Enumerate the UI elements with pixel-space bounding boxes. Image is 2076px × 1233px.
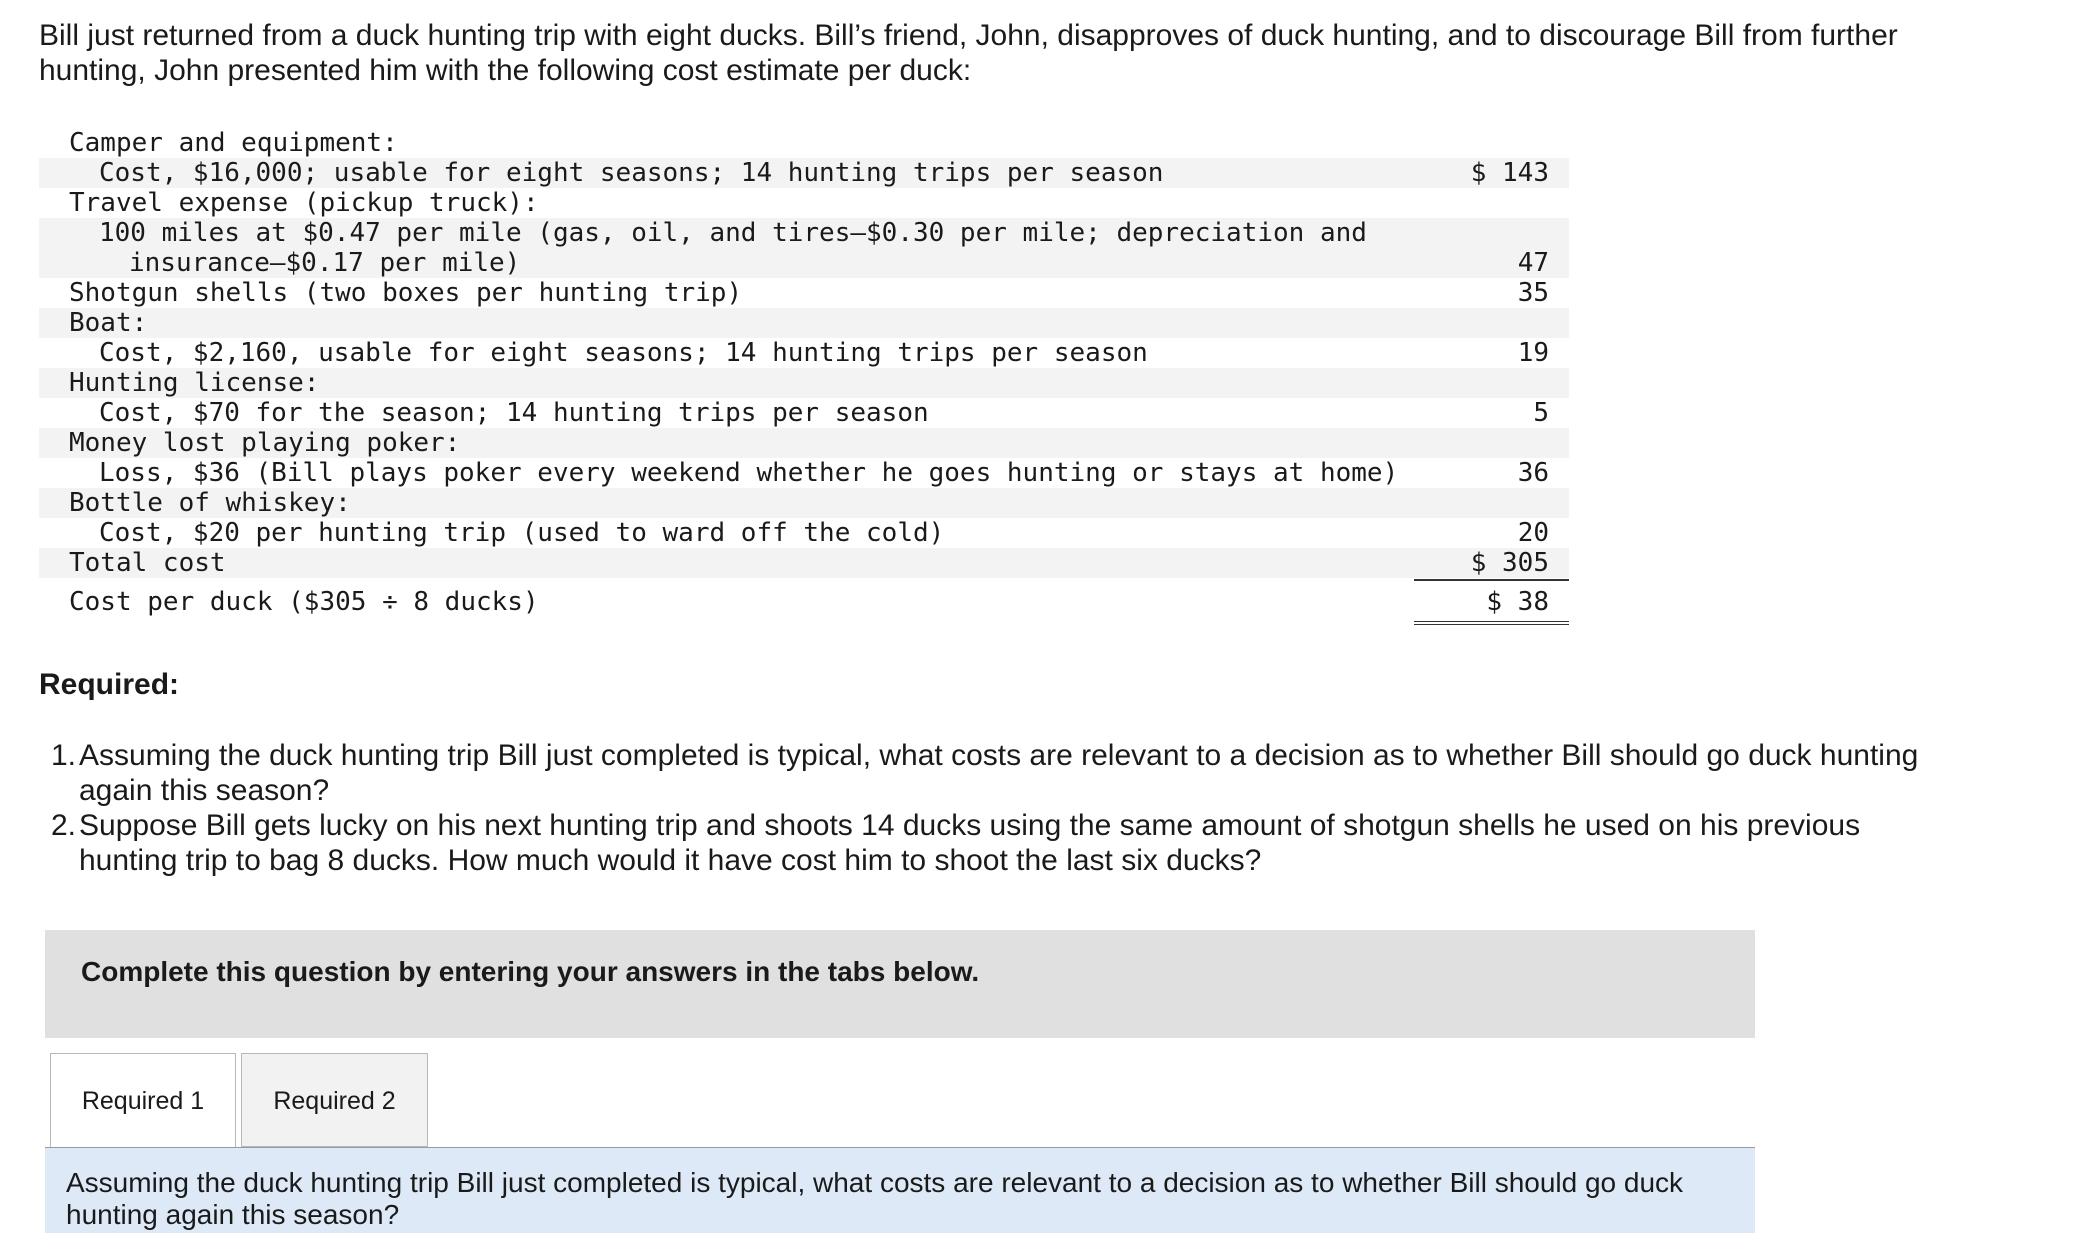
instruction-panel bbox=[45, 930, 1755, 1038]
row-label: Bottle of whiskey: bbox=[69, 488, 351, 518]
total-rule bbox=[1414, 579, 1569, 581]
table-row bbox=[39, 398, 1569, 428]
question-text: Assuming the duck hunting trip Bill just completed is typical, what costs are relevant to a decision as to whether Bill should go duck hunting again this season? bbox=[66, 1167, 1684, 1230]
required-item-number: 1. bbox=[51, 739, 77, 772]
required-heading: Required: bbox=[39, 668, 180, 701]
row-label: Hunting license: bbox=[69, 368, 320, 398]
table-row bbox=[39, 458, 1569, 488]
table-row bbox=[39, 518, 1569, 548]
table-row bbox=[39, 158, 1569, 188]
row-label: Cost per duck ($305 ÷ 8 ducks) bbox=[69, 587, 539, 617]
table-row bbox=[39, 338, 1569, 368]
row-amount: 35 bbox=[1517, 278, 1549, 308]
table-row bbox=[39, 308, 1569, 338]
tab-required-1[interactable] bbox=[50, 1053, 236, 1149]
row-label: Loss, $36 (Bill plays poker every weekend whether he goes hunting or stays at home) bbox=[99, 458, 1399, 488]
row-amount: 47 bbox=[1517, 248, 1549, 278]
row-label: Cost, $20 per hunting trip (used to ward off the cold) bbox=[99, 518, 945, 548]
row-amount: 20 bbox=[1517, 518, 1549, 548]
table-row bbox=[39, 218, 1569, 278]
table-row bbox=[39, 188, 1569, 218]
instruction-text: Complete this question by entering your answers in the tabs below. bbox=[81, 956, 980, 987]
table-row bbox=[39, 278, 1569, 308]
table-row bbox=[39, 128, 1569, 158]
row-label: Cost, $16,000; usable for eight seasons; 14 hunting trips per season bbox=[99, 158, 1164, 188]
double-rule bbox=[1414, 621, 1569, 625]
row-amount: $ 143 bbox=[1470, 158, 1549, 188]
row-amount: 19 bbox=[1517, 338, 1549, 368]
required-list bbox=[39, 738, 1939, 878]
row-amount: 5 bbox=[1533, 398, 1549, 428]
problem-intro: Bill just returned from a duck hunting trip with eight ducks. Bill’s friend, John, disapproves of duck hunting, and to discourage Bill from further hunting, John presented him with the following cost estimate per duck: bbox=[39, 19, 1898, 87]
row-label: Boat: bbox=[69, 308, 148, 338]
row-amount: 36 bbox=[1517, 458, 1549, 488]
tab-label: Required 1 bbox=[81, 1087, 205, 1115]
row-label-line2: insurance—$0.17 per mile) bbox=[129, 248, 521, 278]
cost-estimate-table bbox=[39, 128, 1569, 617]
row-label bbox=[99, 218, 1367, 278]
table-row bbox=[39, 428, 1569, 458]
row-label: Camper and equipment: bbox=[69, 128, 398, 158]
tab-required-2[interactable] bbox=[241, 1053, 428, 1147]
row-label: Total cost bbox=[69, 548, 226, 578]
required-item-number: 2. bbox=[51, 809, 77, 842]
row-label: Shotgun shells (two boxes per hunting trip) bbox=[69, 278, 743, 308]
table-row-cost-per-duck bbox=[39, 587, 1569, 617]
required-item-text: Assuming the duck hunting trip Bill just completed is typical, what costs are relevant to a decision as to whether Bill should go duck hunting again this season? bbox=[79, 739, 1919, 807]
tab-label: Required 2 bbox=[273, 1087, 396, 1115]
table-row-total bbox=[39, 548, 1569, 578]
table-row bbox=[39, 488, 1569, 518]
row-label-line1: 100 miles at $0.47 per mile (gas, oil, and tires—$0.30 per mile; depreciation and bbox=[99, 218, 1367, 248]
row-amount-cost-per-duck: $ 38 bbox=[1486, 587, 1549, 617]
required-item-text: Suppose Bill gets lucky on his next hunting trip and shoots 14 ducks using the same amount of shotgun shells he used on his previous hunting trip to bag 8 ducks. How much would it have cost him to shoot the last six ducks? bbox=[79, 809, 1861, 877]
row-label: Cost, $2,160, usable for eight seasons; 14 hunting trips per season bbox=[99, 338, 1148, 368]
row-label: Cost, $70 for the season; 14 hunting trips per season bbox=[99, 398, 929, 428]
row-label: Travel expense (pickup truck): bbox=[69, 188, 539, 218]
row-amount-total: $ 305 bbox=[1470, 548, 1549, 578]
table-row bbox=[39, 368, 1569, 398]
required-item bbox=[39, 738, 1939, 808]
required-item bbox=[39, 808, 1939, 878]
question-panel bbox=[45, 1148, 1755, 1233]
row-label: Money lost playing poker: bbox=[69, 428, 461, 458]
